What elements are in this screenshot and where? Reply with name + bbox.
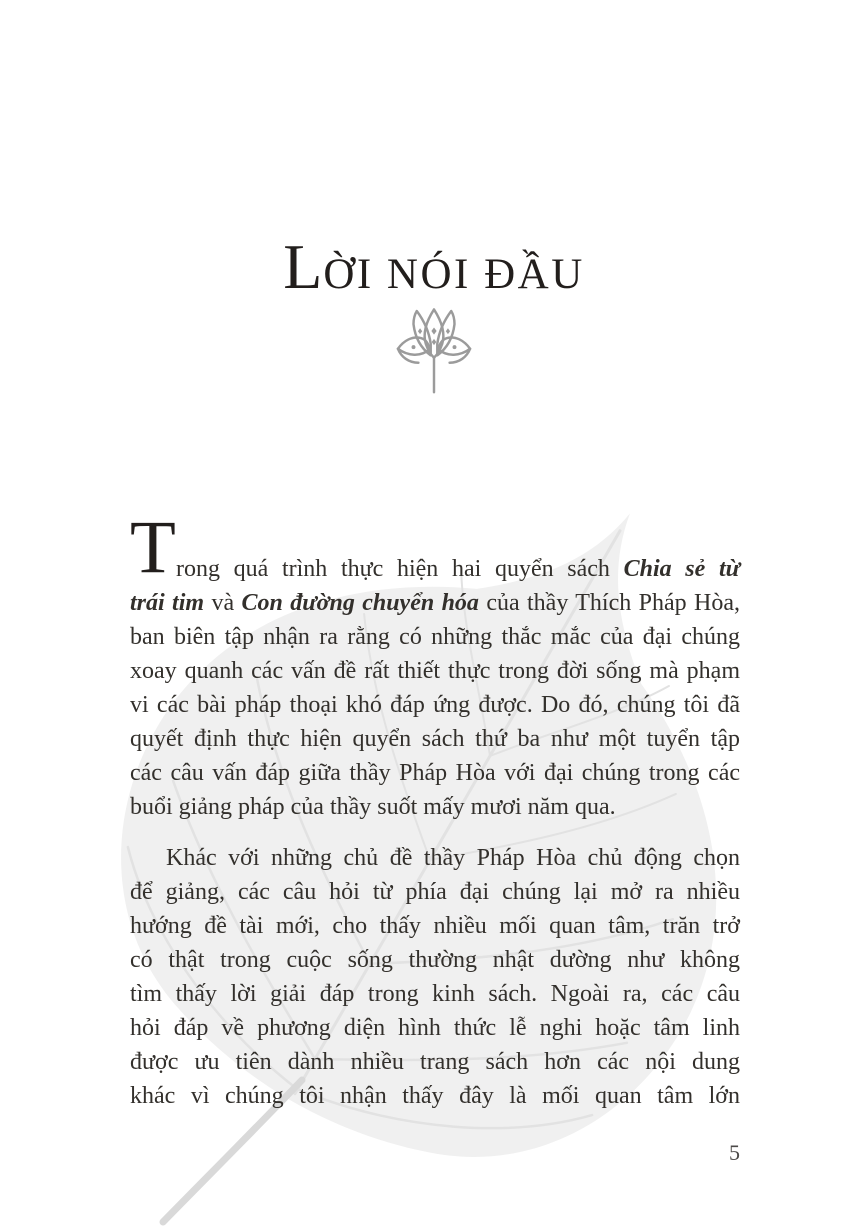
page-number: 5 bbox=[729, 1140, 740, 1165]
dropcap-letter: T bbox=[130, 506, 176, 589]
text-line: khác vì chúng tôi nhận thấy đây là mối quan tâm lớn bbox=[130, 1083, 740, 1109]
text-line: được ưu tiên dành nhiều trang sách hơn các nội dung bbox=[130, 1049, 740, 1075]
chapter-title-initial: L bbox=[283, 231, 324, 302]
book-title-reference: Con đường chuyển hóa bbox=[241, 590, 479, 616]
paragraph-2 bbox=[130, 841, 740, 1113]
text-segment: rong quá trình thực hiện hai quyển sách bbox=[176, 556, 624, 582]
text-line: có thật trong cuộc sống thường nhật dường như không bbox=[130, 947, 740, 973]
text-segment: và bbox=[204, 590, 242, 616]
chapter-title-rest: ỜI NÓI ĐẦU bbox=[323, 251, 585, 298]
text-line: các câu vấn đáp giữa thầy Pháp Hòa với đại chúng trong các bbox=[130, 760, 740, 786]
text-line bbox=[130, 586, 740, 620]
text-line: để giảng, các câu hỏi từ phía đại chúng lại mở ra nhiều bbox=[130, 879, 740, 905]
text-line: quyết định thực hiện quyển sách thứ ba như một tuyển tập bbox=[130, 726, 740, 752]
text-line: vi các bài pháp thoại khó đáp ứng được. Do đó, chúng tôi đã bbox=[130, 692, 740, 718]
chapter-title bbox=[0, 231, 868, 308]
text-line bbox=[130, 506, 740, 589]
book-title-reference: trái tim bbox=[130, 590, 205, 616]
text-line: xoay quanh các vấn đề rất thiết thực trong đời sống mà phạm bbox=[130, 658, 740, 684]
text-line: hỏi đáp về phương diện hình thức lễ nghi hoặc tâm linh bbox=[130, 1015, 740, 1041]
book-title-reference: Chia sẻ từ bbox=[623, 556, 740, 582]
text-line: hướng đề tài mới, cho thấy nhiều mối quan tâm, trăn trở bbox=[130, 913, 740, 939]
lotus-ornament-icon bbox=[393, 306, 475, 399]
text-segment: của thầy Thích Pháp Hòa, bbox=[478, 590, 740, 616]
text-line: Khác với những chủ đề thầy Pháp Hòa chủ động chọn bbox=[166, 845, 740, 871]
text-line: buổi giảng pháp của thầy suốt mấy mươi năm qua. bbox=[130, 794, 616, 820]
body-text bbox=[130, 506, 740, 1113]
text-line: tìm thấy lời giải đáp trong kinh sách. Ngoài ra, các câu bbox=[130, 981, 740, 1007]
text-line: ban biên tập nhận ra rằng có những thắc mắc của đại chúng bbox=[130, 624, 740, 650]
paragraph-1 bbox=[130, 506, 740, 824]
